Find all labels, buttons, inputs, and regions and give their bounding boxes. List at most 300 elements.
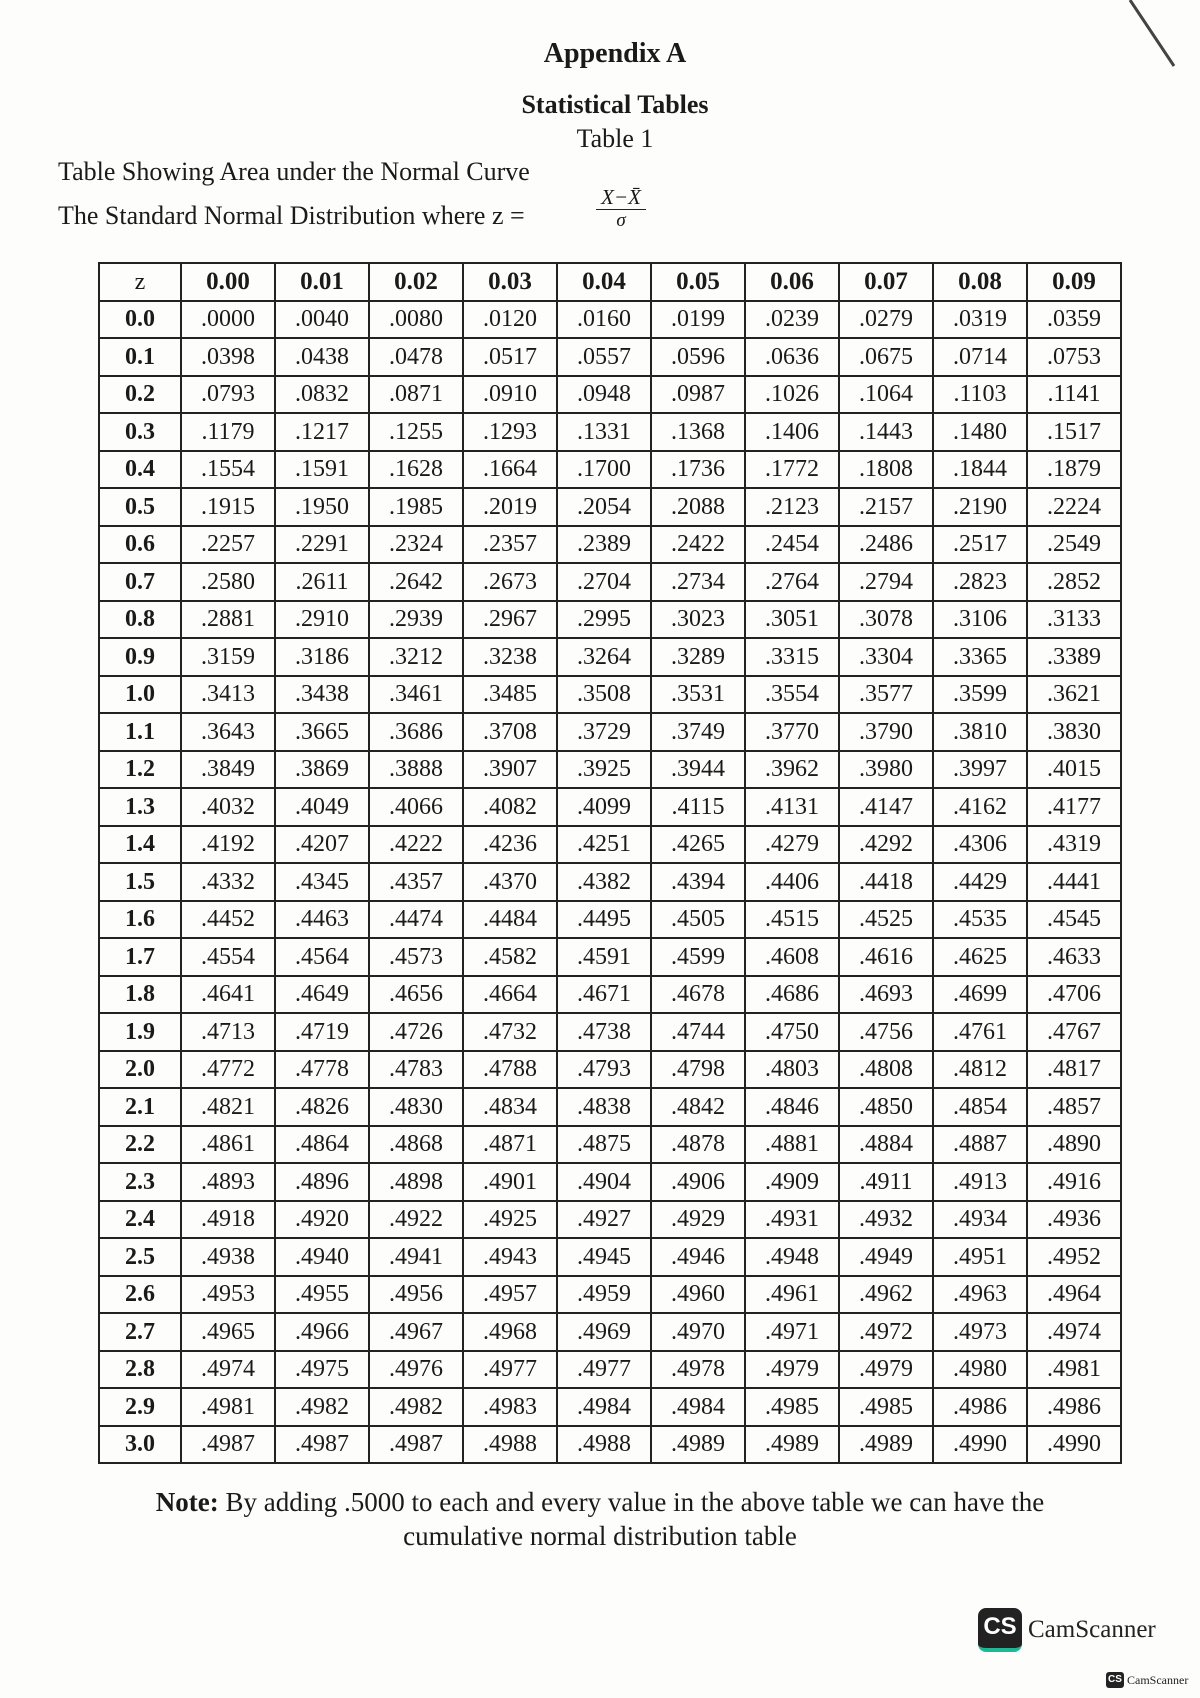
area-value-cell: .3186 [275,638,369,676]
area-value-cell: .1736 [651,451,745,489]
area-value-cell: .2454 [745,526,839,564]
area-value-cell: .3554 [745,676,839,714]
area-value-cell: .4162 [933,788,1027,826]
area-value-cell: .2157 [839,488,933,526]
z-value-cell: 2.3 [99,1163,181,1201]
area-value-cell: .0910 [463,376,557,414]
z-column-header: z [99,263,181,301]
area-value-cell: .3962 [745,751,839,789]
area-value-cell: .4049 [275,788,369,826]
table-row [99,1426,1121,1464]
area-value-cell: .4177 [1027,788,1121,826]
area-value-cell: .4988 [557,1426,651,1464]
area-value-cell: .4920 [275,1201,369,1239]
area-value-cell: .2611 [275,563,369,601]
camscanner-text: CamScanner [1028,1616,1156,1643]
area-value-cell: .4964 [1027,1276,1121,1314]
table-row [99,526,1121,564]
z-formula [596,186,646,232]
area-value-cell: .4972 [839,1313,933,1351]
area-value-cell: .3413 [181,676,275,714]
z-value-cell: 1.7 [99,938,181,976]
z-value-cell: 2.9 [99,1388,181,1426]
area-value-cell: .4842 [651,1088,745,1126]
area-value-cell: .3621 [1027,676,1121,714]
table-label: Table 1 [576,124,654,153]
area-value-cell: .1406 [745,413,839,451]
area-value-cell: .4738 [557,1013,651,1051]
area-value-cell: .4306 [933,826,1027,864]
area-value-cell: .2549 [1027,526,1121,564]
note-line1: By adding .5000 to each and every value in the above table we can have the [225,1487,1045,1517]
area-value-cell: .4131 [745,788,839,826]
z-value-cell: 0.0 [99,301,181,339]
area-value-cell: .1700 [557,451,651,489]
area-value-cell: .4625 [933,938,1027,976]
z-value-cell: 2.5 [99,1238,181,1276]
area-value-cell: .4345 [275,863,369,901]
table-row [99,788,1121,826]
area-value-cell: .4846 [745,1088,839,1126]
z-value-cell: 0.6 [99,526,181,564]
area-value-cell: .4961 [745,1276,839,1314]
area-value-cell: .4953 [181,1276,275,1314]
z-value-cell: 1.6 [99,901,181,939]
area-value-cell: .4978 [651,1351,745,1389]
camscanner-badge: CS [978,1608,1022,1652]
area-value-cell: .2910 [275,601,369,639]
z-value-cell: 1.0 [99,676,181,714]
area-value-cell: .4671 [557,976,651,1014]
area-value-cell: .2852 [1027,563,1121,601]
area-value-cell: .4788 [463,1051,557,1089]
area-value-cell: .4066 [369,788,463,826]
z-value-cell: 2.0 [99,1051,181,1089]
area-value-cell: .2019 [463,488,557,526]
area-value-cell: .4332 [181,863,275,901]
area-value-cell: .3078 [839,601,933,639]
area-value-cell: .4545 [1027,901,1121,939]
area-value-cell: .4957 [463,1276,557,1314]
z-value-cell: 1.4 [99,826,181,864]
area-value-cell: .3508 [557,676,651,714]
area-value-cell: .4573 [369,938,463,976]
area-value-cell: .0160 [557,301,651,339]
area-value-cell: .2088 [651,488,745,526]
area-value-cell: .4976 [369,1351,463,1389]
area-value-cell: .3925 [557,751,651,789]
area-value-cell: .4913 [933,1163,1027,1201]
area-value-cell: .0000 [181,301,275,339]
area-value-cell: .1026 [745,376,839,414]
area-value-cell: .4962 [839,1276,933,1314]
area-value-cell: .4985 [839,1388,933,1426]
area-value-cell: .2123 [745,488,839,526]
area-value-cell: .0040 [275,301,369,339]
area-value-cell: .4713 [181,1013,275,1051]
area-value-cell: .3790 [839,713,933,751]
area-value-cell: .1628 [369,451,463,489]
area-value-cell: .1368 [651,413,745,451]
table-row [99,451,1121,489]
area-value-cell: .0279 [839,301,933,339]
table-row [99,1276,1121,1314]
area-value-cell: .4931 [745,1201,839,1239]
area-value-cell: .2704 [557,563,651,601]
area-value-cell: .4830 [369,1088,463,1126]
table-row [99,901,1121,939]
area-value-cell: .4463 [275,901,369,939]
area-value-cell: .0199 [651,301,745,339]
area-value-cell: .1808 [839,451,933,489]
area-value-cell: .0675 [839,338,933,376]
area-value-cell: .1255 [369,413,463,451]
area-value-cell: .3665 [275,713,369,751]
appendix-title: Appendix A [543,38,687,69]
area-value-cell: .4904 [557,1163,651,1201]
z-value-cell: 0.9 [99,638,181,676]
table-row [99,601,1121,639]
table-row [99,488,1121,526]
area-value-cell: .4798 [651,1051,745,1089]
area-value-cell: .2224 [1027,488,1121,526]
camscanner-footer-mark [1106,1672,1188,1688]
area-value-cell: .4990 [933,1426,1027,1464]
table-row [99,1126,1121,1164]
area-value-cell: .3888 [369,751,463,789]
area-value-cell: .3023 [651,601,745,639]
column-header: 0.08 [933,263,1027,301]
area-value-cell: .4147 [839,788,933,826]
area-value-cell: .0517 [463,338,557,376]
area-value-cell: .2291 [275,526,369,564]
area-value-cell: .3531 [651,676,745,714]
table-row [99,1238,1121,1276]
area-value-cell: .4591 [557,938,651,976]
area-value-cell: .2764 [745,563,839,601]
area-value-cell: .4015 [1027,751,1121,789]
area-value-cell: .4319 [1027,826,1121,864]
area-value-cell: .4599 [651,938,745,976]
area-value-cell: .4850 [839,1088,933,1126]
area-value-cell: .0478 [369,338,463,376]
z-value-cell: 0.5 [99,488,181,526]
z-value-cell: 1.9 [99,1013,181,1051]
area-value-cell: .4505 [651,901,745,939]
area-value-cell: .1554 [181,451,275,489]
area-value-cell: .0832 [275,376,369,414]
z-value-cell: 1.3 [99,788,181,826]
area-value-cell: .4949 [839,1238,933,1276]
area-value-cell: .1443 [839,413,933,451]
area-value-cell: .4989 [745,1426,839,1464]
table-note [0,1485,1200,1553]
normal-distribution-table [98,262,1122,1464]
area-value-cell: .4990 [1027,1426,1121,1464]
area-value-cell: .4793 [557,1051,651,1089]
area-value-cell: .3212 [369,638,463,676]
area-value-cell: .3749 [651,713,745,751]
area-value-cell: .2995 [557,601,651,639]
z-value-cell: 2.8 [99,1351,181,1389]
area-value-cell: .3365 [933,638,1027,676]
area-value-cell: .4916 [1027,1163,1121,1201]
area-value-cell: .4838 [557,1088,651,1126]
area-value-cell: .3770 [745,713,839,751]
table-row [99,1051,1121,1089]
table-row [99,938,1121,976]
area-value-cell: .4941 [369,1238,463,1276]
note-label: Note: [155,1487,219,1517]
area-value-cell: .2190 [933,488,1027,526]
area-value-cell: .2257 [181,526,275,564]
area-value-cell: .0120 [463,301,557,339]
area-value-cell: .4778 [275,1051,369,1089]
table-row [99,826,1121,864]
area-value-cell: .4868 [369,1126,463,1164]
area-value-cell: .4946 [651,1238,745,1276]
column-header: 0.00 [181,263,275,301]
z-value-cell: 2.2 [99,1126,181,1164]
area-value-cell: .4929 [651,1201,745,1239]
area-value-cell: .4370 [463,863,557,901]
area-value-cell: .4959 [557,1276,651,1314]
area-value-cell: .4649 [275,976,369,1014]
area-value-cell: .0636 [745,338,839,376]
area-value-cell: .3577 [839,676,933,714]
z-value-cell: 1.1 [99,713,181,751]
area-value-cell: .1915 [181,488,275,526]
area-value-cell: .4943 [463,1238,557,1276]
area-value-cell: .2673 [463,563,557,601]
area-value-cell: .4826 [275,1088,369,1126]
area-value-cell: .4881 [745,1126,839,1164]
area-value-cell: .4761 [933,1013,1027,1051]
area-value-cell: .4987 [369,1426,463,1464]
area-value-cell: .4966 [275,1313,369,1351]
area-value-cell: .4834 [463,1088,557,1126]
area-value-cell: .4608 [745,938,839,976]
area-value-cell: .4960 [651,1276,745,1314]
area-value-cell: .4732 [463,1013,557,1051]
area-value-cell: .1985 [369,488,463,526]
area-value-cell: .3389 [1027,638,1121,676]
area-value-cell: .4656 [369,976,463,1014]
area-value-cell: .4525 [839,901,933,939]
area-value-cell: .4925 [463,1201,557,1239]
z-value-cell: 1.5 [99,863,181,901]
area-value-cell: .4984 [651,1388,745,1426]
area-value-cell: .4906 [651,1163,745,1201]
section-title: Statistical Tables [521,90,709,119]
area-value-cell: .0319 [933,301,1027,339]
area-value-cell: .4803 [745,1051,839,1089]
area-value-cell: .4699 [933,976,1027,1014]
area-value-cell: .4927 [557,1201,651,1239]
area-value-cell: .4115 [651,788,745,826]
area-value-cell: .4406 [745,863,839,901]
table-row [99,338,1121,376]
column-header: 0.05 [651,263,745,301]
area-value-cell: .4812 [933,1051,1027,1089]
area-value-cell: .2357 [463,526,557,564]
area-value-cell: .4901 [463,1163,557,1201]
area-value-cell: .4967 [369,1313,463,1351]
area-value-cell: .4554 [181,938,275,976]
area-value-cell: .1141 [1027,376,1121,414]
z-value-cell: 2.6 [99,1276,181,1314]
area-value-cell: .2580 [181,563,275,601]
area-value-cell: .4861 [181,1126,275,1164]
area-value-cell: .3599 [933,676,1027,714]
area-value-cell: .4099 [557,788,651,826]
area-value-cell: .4279 [745,826,839,864]
camscanner-small-text: CamScanner [1127,1672,1189,1687]
area-value-cell: .2389 [557,526,651,564]
table-row [99,976,1121,1014]
area-value-cell: .4979 [745,1351,839,1389]
area-value-cell: .3944 [651,751,745,789]
table-row [99,1013,1121,1051]
area-value-cell: .4973 [933,1313,1027,1351]
area-value-cell: .4222 [369,826,463,864]
area-value-cell: .4772 [181,1051,275,1089]
area-value-cell: .0398 [181,338,275,376]
table-row [99,638,1121,676]
area-value-cell: .4896 [275,1163,369,1201]
area-value-cell: .1950 [275,488,369,526]
area-value-cell: .1879 [1027,451,1121,489]
area-value-cell: .1293 [463,413,557,451]
area-value-cell: .4032 [181,788,275,826]
area-value-cell: .2486 [839,526,933,564]
area-value-cell: .0793 [181,376,275,414]
area-value-cell: .4890 [1027,1126,1121,1164]
area-value-cell: .4940 [275,1238,369,1276]
formula-numerator: X−X̄ [596,186,646,210]
area-value-cell: .4878 [651,1126,745,1164]
z-value-cell: 0.2 [99,376,181,414]
area-value-cell: .4686 [745,976,839,1014]
camscanner-logo [978,1608,1156,1652]
area-value-cell: .4983 [463,1388,557,1426]
area-value-cell: .4909 [745,1163,839,1201]
z-value-cell: 3.0 [99,1426,181,1464]
area-value-cell: .4750 [745,1013,839,1051]
normal-table-container [98,262,1122,1464]
area-value-cell: .4988 [463,1426,557,1464]
area-value-cell: .4535 [933,901,1027,939]
area-value-cell: .3461 [369,676,463,714]
area-value-cell: .4963 [933,1276,1027,1314]
area-value-cell: .4382 [557,863,651,901]
area-value-cell: .4893 [181,1163,275,1201]
area-value-cell: .4979 [839,1351,933,1389]
area-value-cell: .0438 [275,338,369,376]
area-value-cell: .3849 [181,751,275,789]
area-value-cell: .1664 [463,451,557,489]
area-value-cell: .4726 [369,1013,463,1051]
area-value-cell: .3315 [745,638,839,676]
area-value-cell: .2054 [557,488,651,526]
area-value-cell: .0596 [651,338,745,376]
area-value-cell: .4564 [275,938,369,976]
area-value-cell: .4082 [463,788,557,826]
area-value-cell: .4633 [1027,938,1121,976]
area-value-cell: .4989 [839,1426,933,1464]
area-value-cell: .4678 [651,976,745,1014]
area-value-cell: .4641 [181,976,275,1014]
area-value-cell: .4515 [745,901,839,939]
area-value-cell: .4898 [369,1163,463,1201]
area-value-cell: .1103 [933,376,1027,414]
area-value-cell: .4884 [839,1126,933,1164]
area-value-cell: .4985 [745,1388,839,1426]
table-row [99,563,1121,601]
area-value-cell: .4986 [933,1388,1027,1426]
area-value-cell: .1517 [1027,413,1121,451]
area-value-cell: .0753 [1027,338,1121,376]
area-value-cell: .4452 [181,901,275,939]
area-value-cell: .4971 [745,1313,839,1351]
area-value-cell: .4192 [181,826,275,864]
table-description: Table Showing Area under the Normal Curve [58,157,530,186]
column-header: 0.06 [745,263,839,301]
table-header-row [99,263,1121,301]
area-value-cell: .4854 [933,1088,1027,1126]
area-value-cell: .3997 [933,751,1027,789]
table-row [99,863,1121,901]
area-value-cell: .1179 [181,413,275,451]
area-value-cell: .4951 [933,1238,1027,1276]
table-row [99,1163,1121,1201]
area-value-cell: .4744 [651,1013,745,1051]
area-value-cell: .4582 [463,938,557,976]
table-row [99,1313,1121,1351]
table-row [99,1201,1121,1239]
area-value-cell: .4977 [557,1351,651,1389]
area-value-cell: .4871 [463,1126,557,1164]
camscanner-small-badge: CS [1106,1672,1124,1688]
z-value-cell: 0.7 [99,563,181,601]
area-value-cell: .2967 [463,601,557,639]
area-value-cell: .4429 [933,863,1027,901]
area-value-cell: .4394 [651,863,745,901]
area-value-cell: .4875 [557,1126,651,1164]
area-value-cell: .4767 [1027,1013,1121,1051]
area-value-cell: .4911 [839,1163,933,1201]
z-value-cell: 0.1 [99,338,181,376]
area-value-cell: .4864 [275,1126,369,1164]
area-value-cell: .4474 [369,901,463,939]
area-value-cell: .4974 [1027,1313,1121,1351]
area-value-cell: .4974 [181,1351,275,1389]
area-value-cell: .4616 [839,938,933,976]
area-value-cell: .3907 [463,751,557,789]
area-value-cell: .4965 [181,1313,275,1351]
area-value-cell: .4934 [933,1201,1027,1239]
area-value-cell: .2517 [933,526,1027,564]
z-value-cell: 2.7 [99,1313,181,1351]
area-value-cell: .4265 [651,826,745,864]
area-value-cell: .4952 [1027,1238,1121,1276]
area-value-cell: .3686 [369,713,463,751]
area-value-cell: .4980 [933,1351,1027,1389]
area-value-cell: .3980 [839,751,933,789]
area-value-cell: .4495 [557,901,651,939]
area-value-cell: .3869 [275,751,369,789]
area-value-cell: .1844 [933,451,1027,489]
